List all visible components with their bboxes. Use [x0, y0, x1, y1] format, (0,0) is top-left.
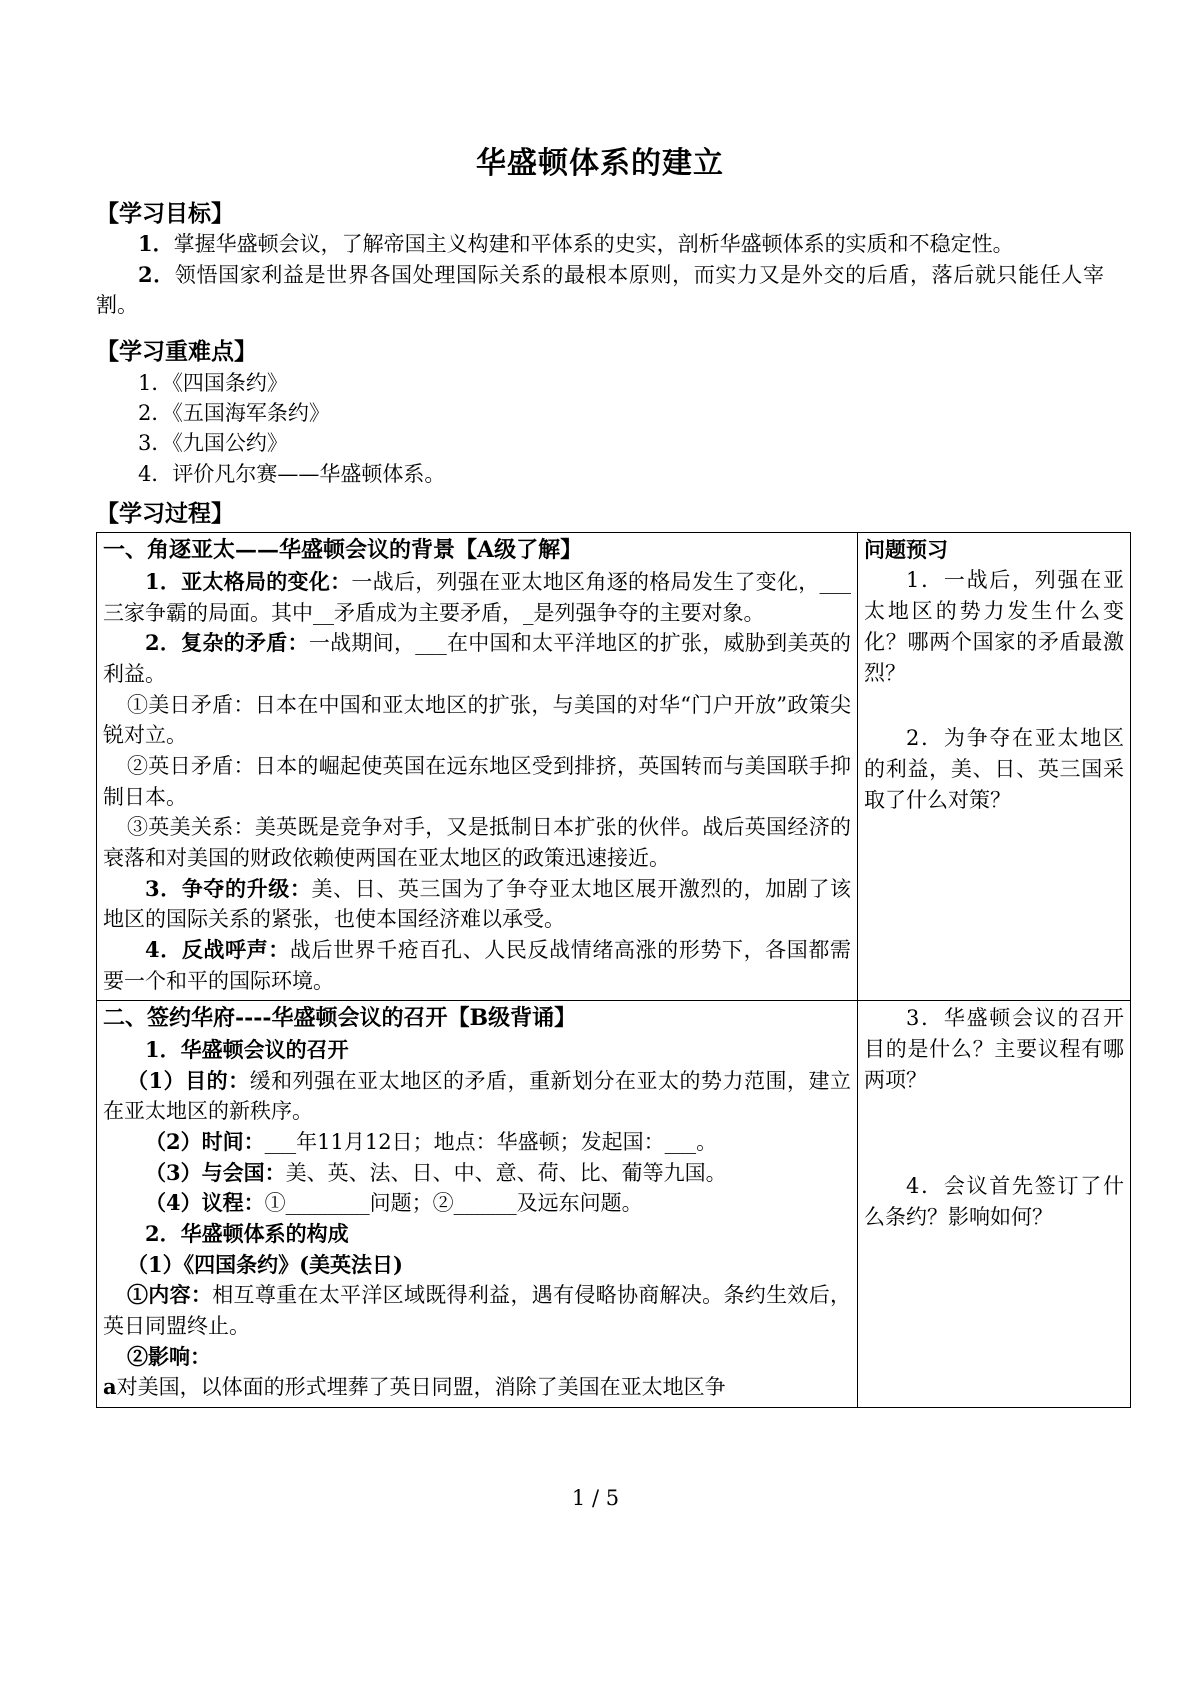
table-row-section-one — [97, 533, 1131, 1001]
page-title: 华盛顿体系的建立 — [476, 146, 724, 181]
key-points-heading: 【学习重难点】 — [96, 338, 257, 366]
paragraph-label: （2）时间： — [145, 1129, 265, 1155]
study-process-table — [96, 532, 1131, 1408]
paragraph-label: （1）目的： — [127, 1067, 250, 1093]
section-two-content-cell — [97, 1001, 858, 1408]
preview-question: 1．一战后，列强在亚太地区的势力发生什么变化？哪两个国家的矛盾最激烈？ — [864, 567, 1124, 685]
paragraph-text: 美、日、英三国为了争夺亚太地区展开激烈的，加剧了该地区的国际关系的紧张，也使本国经济难以承受。 — [103, 876, 851, 932]
paragraph-label: ②英日矛盾： — [127, 754, 255, 779]
section-one-paragraph — [103, 567, 851, 628]
key-points-list — [96, 368, 1104, 490]
paragraph-label: a — [103, 1374, 117, 1400]
paragraph-text: ___年11月12日；地点：华盛顿；发起国：___。 — [264, 1130, 718, 1155]
section-two-paragraph — [103, 1342, 851, 1373]
preview-question: 2．为争夺在亚太地区的利益，美、日、英三国采取了什么对策？ — [864, 725, 1124, 813]
question-spacer — [864, 689, 1124, 723]
paragraph-text: 美、英、法、日、中、意、荷、比、葡等九国。 — [285, 1160, 727, 1185]
paragraph-label: ①美日矛盾： — [127, 692, 255, 717]
paragraph-text: 美英既是竞争对手，又是抵制日本扩张的伙伴。战后英国经济的衰落和对美国的财政依赖使两国在亚太地区的政策迅速接近。 — [103, 815, 852, 870]
section-one-questions-cell — [858, 533, 1131, 1001]
paragraph-text: 对美国，以体面的形式埋葬了英日同盟，消除了美国在亚太地区争 — [116, 1375, 726, 1400]
subtitle-text: 1．华盛顿会议的召开 — [145, 1037, 349, 1063]
questions-column-header: 问题预习 — [864, 537, 948, 563]
key-point-item: 2．《五国海军条约》 — [138, 400, 330, 425]
section-two-paragraph — [103, 1158, 851, 1189]
table-row-section-two — [97, 1001, 1131, 1408]
section-one-paragraph — [103, 628, 851, 689]
objective-item — [96, 260, 1104, 321]
preview-question: 4．会议首先签订了什么条约？影响如何？ — [864, 1173, 1124, 1229]
paragraph-text: 一战期间，___在中国和太平洋地区的扩张，威胁到美英的利益。 — [103, 631, 851, 687]
page-footer: 1 / 5 — [571, 1486, 620, 1510]
section-two-questions-cell — [858, 1001, 1131, 1408]
question-spacer — [864, 1097, 1124, 1171]
process-heading: 【学习过程】 — [96, 500, 234, 528]
section-two-paragraph — [103, 1066, 851, 1127]
paragraph-label: ③英美关系： — [127, 815, 255, 840]
section-two-title: 二、签约华府----华盛顿会议的召开【B级背诵】 — [103, 1005, 577, 1032]
subtitle-text: 2．华盛顿体系的构成 — [145, 1221, 349, 1246]
paragraph-label: 4．反战呼声： — [145, 936, 290, 962]
objective-text: 领悟国家利益是世界各国处理国际关系的最根本原则，而实力又是外交的后盾，落后就只能任人宰割。 — [96, 262, 1104, 317]
paragraph-label: ①内容： — [127, 1282, 213, 1308]
section-one-title: 一、角逐亚太——华盛顿会议的背景【A级了解】 — [103, 537, 583, 564]
key-point-item: 4．评价凡尔赛——华盛顿体系。 — [138, 461, 446, 486]
paragraph-label: 2．复杂的矛盾： — [145, 630, 309, 656]
key-point-item: 1．《四国条约》 — [138, 370, 288, 395]
section-two-subtitle — [103, 1219, 851, 1250]
paragraph-text: 缓和列强在亚太地区的矛盾，重新划分在亚太的势力范围，建立在亚太地区的新秩序。 — [103, 1068, 851, 1124]
section-one-paragraph — [103, 812, 851, 873]
section-one-paragraph — [103, 874, 851, 935]
page-content — [96, 0, 1124, 1408]
paragraph-text: 相互尊重在太平洋区域既得利益，遇有侵略协商解决。条约生效后，英日同盟终止。 — [103, 1283, 852, 1338]
section-one-paragraph — [103, 751, 851, 812]
paragraph-label: （4）议程： — [145, 1190, 265, 1216]
key-point-item: 3．《九国公约》 — [138, 431, 288, 456]
section-one-paragraph — [103, 935, 851, 996]
objectives-heading: 【学习目标】 — [96, 200, 234, 227]
subtitle-text: （1）《四国条约》(美英法日) — [127, 1251, 403, 1277]
paragraph-label: 1．亚太格局的变化： — [145, 569, 352, 595]
section-two-paragraph — [103, 1280, 851, 1341]
paragraph-text: 战后世界千疮百孔、人民反战情绪高涨的形势下，各国都需要一个和平的国际环境。 — [103, 937, 851, 993]
paragraph-text: 一战后，列强在亚太地区角逐的格局发生了变化，___三家争霸的局面。其中__矛盾成为主要矛盾，_是列强争夺的主要对象。 — [103, 570, 851, 625]
objective-item — [96, 229, 1104, 260]
section-two-paragraph — [103, 1188, 851, 1219]
paragraph-text: ①________问题；②______及远东问题。 — [264, 1191, 643, 1216]
objectives-list — [96, 229, 1104, 320]
objective-number: 1． — [138, 231, 174, 257]
paragraph-label: 3．争夺的升级： — [145, 875, 312, 901]
preview-question: 3．华盛顿会议的召开目的是什么？主要议程有哪两项？ — [864, 1006, 1124, 1093]
section-one-paragraph — [103, 690, 851, 751]
section-two-subtitle — [103, 1250, 851, 1281]
section-two-subtitle — [103, 1035, 851, 1066]
objective-number: 2． — [138, 261, 175, 287]
paragraph-text: 日本的崛起使英国在远东地区受到排挤，英国转而与美国联手抑制日本。 — [103, 754, 852, 809]
paragraph-label: ②影响： — [127, 1343, 211, 1369]
section-one-content-cell — [97, 533, 858, 1001]
paragraph-label: （3）与会国： — [145, 1159, 286, 1185]
objective-text: 掌握华盛顿会议，了解帝国主义构建和平体系的史实，剖析华盛顿体系的实质和不稳定性。 — [173, 232, 1014, 257]
section-two-paragraph — [103, 1372, 851, 1403]
paragraph-text: 日本在中国和亚太地区的扩张，与美国的对华“门户开放”政策尖锐对立。 — [103, 692, 851, 748]
section-two-paragraph — [103, 1127, 851, 1158]
